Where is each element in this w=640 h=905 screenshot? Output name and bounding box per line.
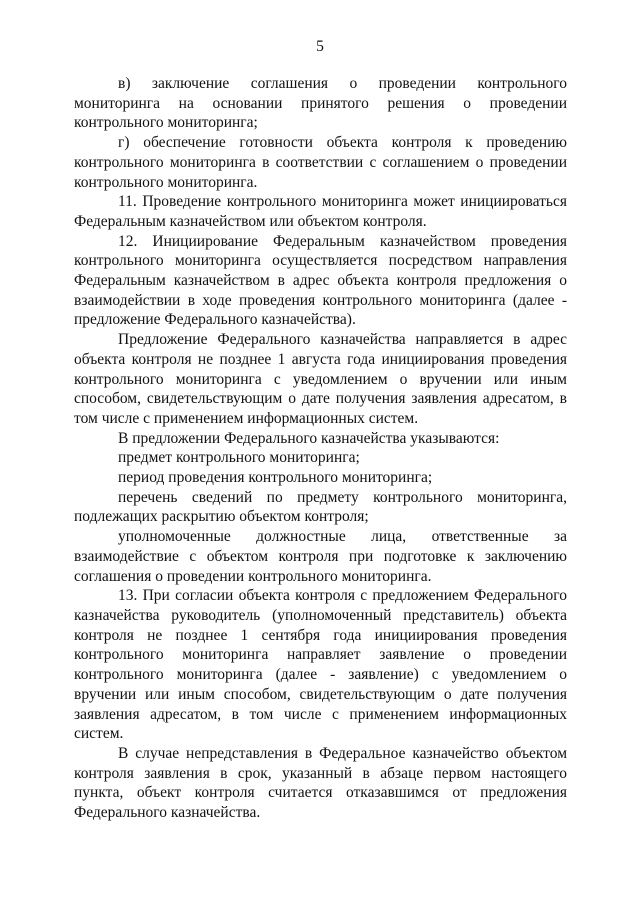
paragraph-clause-g: г) обеспечение готовности объекта контроля к проведению контрольного мониторинга в соответствии с соглашением о проведении контрольного мониторинга. xyxy=(74,134,567,191)
paragraph-clause-v: в) заключение соглашения о проведении контрольного мониторинга на основании принятого решения о проведении контрольного мониторинга; xyxy=(74,75,567,132)
paragraph-proposal-deadline: Предложение Федерального казначейства направляется в адрес объекта контроля не позднее 1 августа года инициирования проведения контрольного мониторинга с уведомлением о вручении или иным способом, свидетельствующим о дате получения заявления адресатом, в том числе с применением информационных систем. xyxy=(74,331,567,427)
document-body xyxy=(74,74,567,823)
list-item-officials: уполномоченные должностные лица, ответственные за взаимодействие с объектом контроля при подготовке к заключению соглашения о проведении контрольного мониторинга. xyxy=(74,528,567,585)
list-item-information: перечень сведений по предмету контрольного мониторинга, подлежащих раскрытию объектом контроля; xyxy=(74,488,567,526)
paragraph-item-13: 13. При согласии объекта контроля с предложением Федерального казначейства руководитель (уполномоченный представитель) объекта контроля не позднее 1 сентября года инициирования проведения контрольного мониторинга направляет заявление о проведении контрольного мониторинга (далее - заявление) с уведомлением о вручении или иным способом, свидетельствующим о дате получения заявления адресатом, в том числе с применением информационных систем. xyxy=(74,587,567,743)
page-number: 5 xyxy=(316,38,324,55)
paragraph-refusal: В случае непредставления в Федеральное казначейство объектом контроля заявления в срок, указанный в абзаце первом настоящего пункта, объект контроля считается отказавшимся от предложения Федерального казначейства. xyxy=(74,744,567,822)
list-item-subject: предмет контрольного мониторинга; xyxy=(118,449,360,467)
paragraph-item-12: 12. Инициирование Федеральным казначейством проведения контрольного мониторинга осуществляется посредством направления Федеральным казначейством в адрес объекта контроля предложения о взаимодействии в ходе проведения контрольного мониторинга (далее - предложение Федерального казначейства). xyxy=(74,232,567,329)
paragraph-item-11: 11. Проведение контрольного мониторинга может инициироваться Федеральным казначейством или объектом контроля. xyxy=(74,193,567,230)
list-item-period: период проведения контрольного мониторинга; xyxy=(118,469,433,487)
paragraph-proposal-contents: В предложении Федерального казначейства указываются: xyxy=(118,429,500,447)
